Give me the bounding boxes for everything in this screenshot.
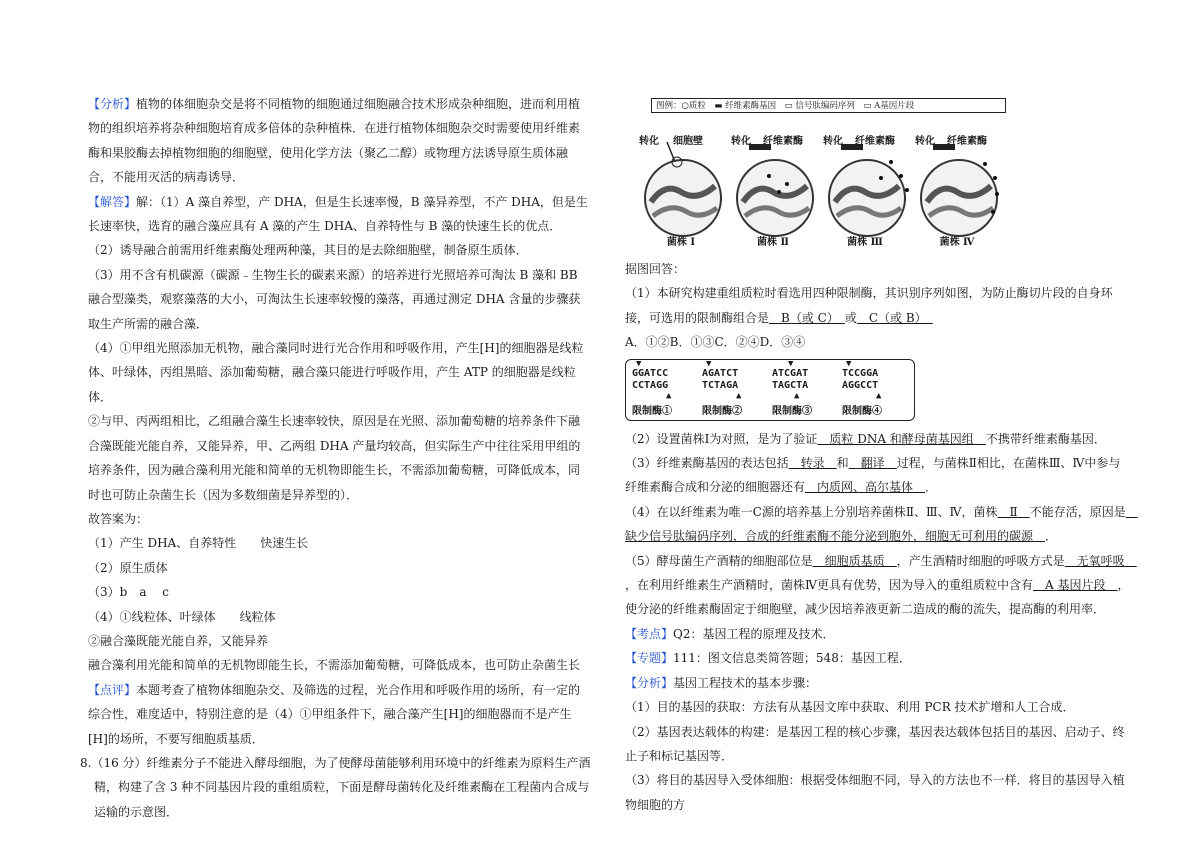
question-5: [625, 549, 1137, 622]
question-1-answer-2: C（或 B）: [856, 310, 933, 325]
comment-tag: 【点评】: [88, 682, 137, 697]
question-4-end: ．: [1045, 529, 1058, 544]
question-5-answer-3: A 基因片段: [1033, 578, 1118, 593]
enzyme-4: [842, 360, 908, 418]
comment-paragraph: [88, 678, 591, 751]
enzyme-4-bottom-strand: AGGCCT: [842, 379, 879, 391]
strain-2-label-transform: 转化: [731, 136, 751, 147]
question-3-stem: （3）纤维素酶基因的表达包括: [625, 456, 789, 471]
question-5-end: ，使分泌的纤维素酶固定于细胞壁，减少因培养液更新二造成的酶的流失，提高酶的利用率．: [625, 578, 1130, 617]
kaodian-line: [625, 622, 1130, 646]
enzyme-2-top-strand: AGATCT: [702, 367, 739, 379]
final-answer-4a: （4）①线粒体、叶绿体 线粒体: [88, 609, 276, 624]
fenxi-line: [625, 671, 1130, 695]
question-3-answer-1: 转录: [788, 456, 837, 471]
question-5-answer-2: 无氧呼吸: [1064, 553, 1137, 568]
question-1-stem: （1）本研究构建重组质粒时看选用四种限制酶，其识别序列如图，为防止酶切片段的自身环接，可选用的限制酶组合是: [625, 286, 1113, 325]
question-3-answer-3: 内质网、高尔基体: [805, 480, 926, 495]
final-answer-4c: 融合藻利用光能和简单的无机物即能生长，不需添加葡萄糖，可降低成本，也可防止杂菌生长: [88, 658, 581, 673]
cut-arrow-up-icon: ▲: [876, 390, 882, 401]
strain-1-label-transform: 转化: [639, 136, 659, 147]
answer-text-4a: （4）①甲组光照添加无机物，融合藻同时进行光合作用和呼吸作用，产生[H]的细胞器是线粒体、叶绿体，丙组黑暗、添加葡萄糖，融合藻只能进行呼吸作用，产生 ATP 的细胞器是线粒体．: [88, 341, 584, 404]
question-5-mid-2: ，在利用纤维素生产酒精时，菌株Ⅳ更具有优势，因为导入的重组质粒中含有: [625, 578, 1033, 593]
left-column: [80, 92, 591, 824]
strain-3-label-enzyme: 纤维素酶: [855, 136, 895, 147]
zhuanti-text: 111：图文信息类简答题；548：基因工程．: [673, 651, 911, 666]
strain-2-diagram: [729, 132, 817, 250]
restriction-enzyme-box: [625, 359, 915, 421]
enzyme-4-top-strand: TCCGGA: [842, 367, 879, 379]
enzyme-1: [632, 360, 698, 418]
question-1-choices: A．①②B．①③C．②④D．③④: [625, 335, 806, 350]
strain-4-diagram: [913, 132, 1001, 250]
question-3-answer-2: 翻译: [848, 456, 897, 471]
analysis-paragraph: [88, 92, 591, 190]
step-1: （1）目的基因的获取：方法有从基因文库中获取、利用 PCR 技术扩增和人工合成．: [625, 700, 1075, 715]
final-answer-3: （3）b a c: [88, 585, 170, 600]
enzyme-2: [702, 360, 768, 418]
enzyme-3-name: 限制酶③: [772, 405, 812, 417]
strain-2-caption: 菌株 Ⅱ: [757, 237, 789, 248]
question-1-answer-1: B（或 C）: [769, 310, 845, 325]
question-5-stem: （5）酵母菌生产酒精的细胞部位是: [625, 553, 813, 568]
fenxi-tag: 【分析】: [625, 675, 674, 690]
enzyme-3-bottom-strand: TAGCTA: [772, 379, 809, 391]
question-2-answer: 质粒 DNA 和酵母菌基因组: [817, 431, 986, 446]
enzyme-4-name: 限制酶④: [842, 405, 882, 417]
analysis-tag: 【分析】: [88, 97, 137, 111]
cut-arrow-down-icon: ▼: [788, 358, 794, 369]
question-4-answer-2: 缺少信号肽编码序列，合成的纤维素酶不能分泌到胞外，细胞无可利用的碳源: [625, 504, 1138, 544]
question-1-or: 或: [844, 310, 857, 325]
strain-1-diagram: [637, 132, 725, 250]
enzyme-2-bottom-strand: TCTAGA: [702, 379, 739, 391]
final-answer-1: （1）产生 DHA、自养特性 快速生长: [88, 536, 309, 551]
comment-text: 本题考查了植物体细胞杂交、及筛选的过程，光合作用和呼吸作用的场所，有一定的综合性，难度适中，特别注意的是（4）①甲组条件下，融合藻产生[H]的细胞器而不是产生[H]的场所，不要写细胞质基质．: [88, 682, 581, 746]
enzyme-1-top-strand: GGATCC: [632, 367, 669, 379]
zhuanti-line: [625, 646, 1130, 670]
kaodian-text: Q2：基因工程的原理及技术．: [673, 626, 835, 641]
strain-4-label-transform: 转化: [915, 136, 935, 147]
answer-text-4b: ②与甲、丙两组相比，乙组融合藻生长速率较快，原因是在光照、添加葡萄糖的培养条件下融合藻既能光能自养，又能异养，甲、乙两组 DHA 产量均较高，但实际生产中往往采用甲组的培养条件，因为融合藻利用光能和简单的无机物即能生长，不需添加葡萄糖，可降低成本，同时也可防止杂菌生长（因为多数细菌是异养型的）．: [88, 414, 581, 502]
question-2-tail: 不携带纤维素酶基因．: [985, 431, 1106, 446]
question-8-stem: 8.（16 分）纤维素分子不能进入酵母细胞，为了使酵母菌能够利用环境中的纤维素为原料生产酒精，构建了含 3 种不同基因片段的重组质粒，下面是酵母菌转化及纤维素酶在工程菌内合成与运输的示意图．: [80, 755, 591, 819]
cut-arrow-down-icon: ▼: [846, 358, 852, 369]
strain-3-label-transform: 转化: [823, 136, 843, 147]
question-3-mid: 过程，与菌株Ⅱ相比，在菌株Ⅲ、Ⅳ中参与纤维素酶合成和分泌的细胞器还有: [625, 456, 1121, 495]
question-4-mid: 不能存活，原因是: [1029, 504, 1126, 519]
final-answer-2: （2）原生质体: [88, 560, 168, 575]
answer-text-3: （3）用不含有机碳源（碳源﹣生物生长的碳素来源）的培养进行光照培养可淘汰 B 藻和 BB 融合型藻类，观察藻落的大小，可淘汰生长速率较慢的藻落，再通过测定 DHA 含量的步骤获取生产所需的融合藻．: [88, 267, 581, 331]
strain-4-caption: 菌株 Ⅳ: [939, 237, 975, 248]
strain-4-label-enzyme: 纤维素酶: [947, 136, 987, 147]
enzyme-1-name: 限制酶①: [632, 405, 672, 417]
zhuanti-tag: 【专题】: [625, 651, 674, 666]
cut-arrow-up-icon: ▲: [666, 390, 672, 401]
question-3-and: 和: [836, 456, 849, 471]
strain-3-caption: 菌株 Ⅲ: [847, 237, 883, 248]
final-answer-4b: ②融合藻既能光能自养，又能异养: [88, 633, 269, 648]
cut-arrow-down-icon: ▼: [636, 358, 642, 369]
step-3: （3）将目的基因导入受体细胞：根据受体细胞不同，导入的方法也不一样．将目的基因导入植物细胞的方: [625, 773, 1125, 812]
right-column: [625, 96, 1138, 817]
question-5-answer-1: 细胞质基质: [812, 553, 897, 568]
figure-legend: 图例：○质粒 ▬ 纤维素酶基因 ▭ 信号肽编码序列 ▭ A基因片段: [651, 98, 1006, 113]
question-5-mid-1: ，产生酒精时细胞的呼吸方式是: [896, 553, 1065, 568]
answer-paragraph-1: [88, 190, 591, 239]
final-answer-title: 故答案为：: [88, 511, 149, 526]
analysis-text: 植物的体细胞杂交是将不同植物的细胞通过细胞融合技术形成杂种细胞，进而利用植物的组织培养将杂种细胞培育成多倍体的杂种植株．在进行植物体细胞杂交时需要使用纤维素酶和果胶酶去掉植物细胞的细胞壁，使用化学方法（聚乙二醇）或物理方法诱导原生质体融合，不能用灭活的病毒诱导．: [88, 97, 581, 185]
answer-tag: 【解答】: [88, 194, 137, 209]
enzyme-3: [772, 360, 838, 418]
strain-2-label-enzyme: 纤维素酶: [763, 136, 803, 147]
intro-line: 据图回答：: [625, 262, 686, 276]
fenxi-text: 基因工程技术的基本步骤：: [673, 675, 818, 690]
question-4: [625, 500, 1138, 549]
question-4-stem: （4）在以纤维素为唯一C源的培养基上分别培养菌株Ⅱ、Ⅲ、Ⅳ，菌株: [625, 504, 998, 519]
answer-text-1: 解：（1）A 藻自养型，产 DHA，但是生长速率慢，B 藻异养型，不产 DHA，但是生长速率快，选育的融合藻应具有 A 藻的产生 DHA、自养特性与 B 藻的快速生长的优点．: [88, 194, 588, 234]
step-2: （2）基因表达载体的构建：是基因工程的核心步骤，基因表达载体包括目的基因、启动子、终止子和标记基因等．: [625, 724, 1125, 763]
yeast-transformation-figure: [637, 98, 1057, 253]
question-2: [625, 427, 1130, 451]
cut-arrow-up-icon: ▲: [736, 390, 742, 401]
cut-arrow-up-icon: ▲: [794, 390, 800, 401]
strain-1-label-wall: 细胞壁: [673, 136, 703, 147]
question-2-stem: （2）设置菌株Ⅰ为对照，是为了验证: [625, 431, 818, 446]
enzyme-3-top-strand: ATCGAT: [772, 367, 809, 379]
answer-text-2: （2）诱导融合前需用纤维素酶处理两种藻，其目的是去除细胞壁，制备原生质体．: [88, 243, 528, 258]
cut-arrow-down-icon: ▼: [706, 358, 712, 369]
enzyme-1-bottom-strand: CCTAGG: [632, 379, 669, 391]
question-4-answer-1: Ⅱ: [997, 504, 1030, 519]
question-3-end: ．: [925, 480, 938, 495]
kaodian-tag: 【考点】: [625, 626, 674, 641]
question-3: [625, 451, 1130, 500]
strain-3-diagram: [821, 132, 909, 250]
question-1: [625, 281, 1130, 330]
strain-1-caption: 菌株 Ⅰ: [666, 237, 696, 248]
enzyme-2-name: 限制酶②: [702, 405, 742, 417]
